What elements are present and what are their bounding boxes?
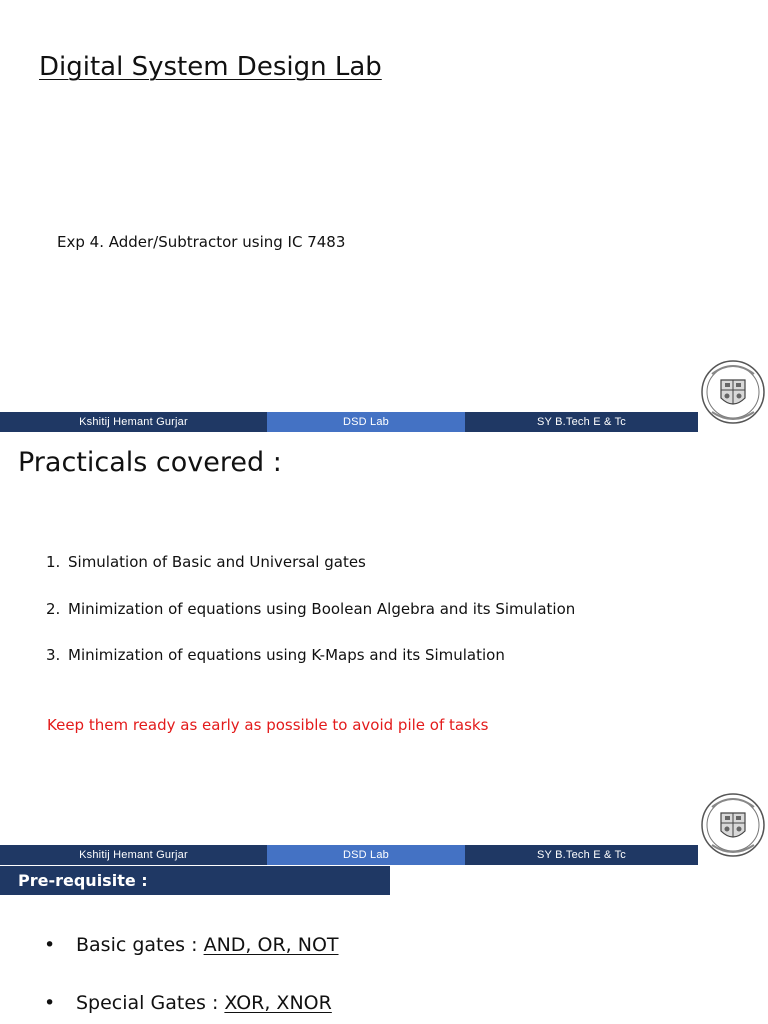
practicals-list <box>46 553 575 693</box>
list-item <box>46 553 575 600</box>
list-item-text: Simulation of Basic and Universal gates <box>68 553 366 571</box>
footer-course: DSD Lab <box>267 412 465 432</box>
list-item-label: Special Gates : <box>76 992 225 1014</box>
slide-2-title: Practicals covered : <box>18 447 282 478</box>
list-item <box>46 646 575 693</box>
list-item-value: AND, OR, NOT <box>203 934 339 956</box>
slide-1-title: Digital System Design Lab <box>39 52 382 82</box>
list-item-text: Minimization of equations using K-Maps and its Simulation <box>68 646 505 664</box>
list-item-text: Minimization of equations using Boolean Algebra and its Simulation <box>68 599 576 618</box>
footer-author: Kshitij Hemant Gurjar <box>0 412 267 432</box>
reminder-note: Keep them ready as early as possible to avoid pile of tasks <box>47 716 489 734</box>
list-item-label: Basic gates : <box>76 934 204 956</box>
list-item-number: 3. <box>46 646 61 664</box>
list-item-number: 1. <box>46 553 61 571</box>
college-emblem-icon <box>698 352 768 432</box>
list-item-number: 2. <box>46 599 61 618</box>
prerequisite-list <box>44 934 339 1024</box>
footer-class: SY B.Tech E & Tc <box>465 412 698 432</box>
bullet-icon: • <box>44 992 56 1014</box>
slide-2 <box>0 433 768 866</box>
list-item <box>44 934 339 992</box>
prerequisite-heading: Pre-requisite : <box>0 866 390 895</box>
slide-3 <box>0 866 768 1024</box>
slide-1-subtitle: Exp 4. Adder/Subtractor using IC 7483 <box>57 233 346 251</box>
footer-bar <box>0 412 698 432</box>
list-item <box>44 992 339 1024</box>
footer-author: Kshitij Hemant Gurjar <box>0 845 267 865</box>
bullet-icon: • <box>44 934 56 956</box>
footer-course: DSD Lab <box>267 845 465 865</box>
list-item <box>46 600 575 647</box>
slide-1 <box>0 0 768 433</box>
college-emblem-icon <box>698 785 768 865</box>
footer-bar <box>0 845 698 865</box>
footer-class: SY B.Tech E & Tc <box>465 845 698 865</box>
list-item-value: XOR, XNOR <box>224 992 332 1014</box>
